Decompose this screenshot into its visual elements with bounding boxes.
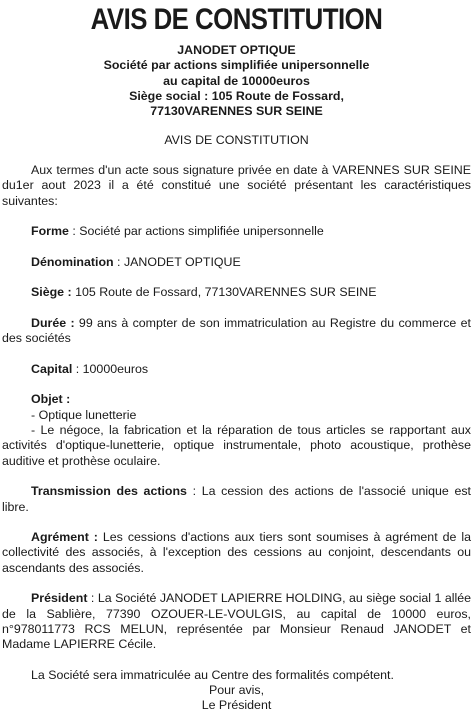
signature-line-2: Le Président (201, 698, 272, 713)
president-paragraph (2, 591, 471, 652)
denomination-paragraph (2, 255, 471, 270)
objet-item-2: - Le négoce, la fabrication et la réparation de tous articles se rapportant aux activités d'optique-lunetterie, optique instrumentale, photo acoustique, prothèse auditive et prothèse oculaire. (2, 423, 471, 468)
notice-subtitle: AVIS DE CONSTITUTION (164, 133, 309, 147)
agrement-label: Agrément : (31, 530, 98, 545)
signature-line-1: Pour avis, (208, 683, 265, 698)
president-label: Président (31, 591, 88, 606)
capital-paragraph (2, 362, 471, 377)
intro-paragraph: Aux termes d'un acte sous signature privée en date à VARENNES SUR SEINE du1er aout 2023 il a été constitué une société présentant les caractéristiques suivantes: (2, 163, 471, 208)
denomination-value: JANODET OPTIQUE (123, 254, 241, 269)
company-seat: Siège social : 105 Route de Fossard, (129, 88, 344, 103)
company-header (0, 43, 473, 119)
denomination-sep: : (113, 254, 124, 269)
transmission-value: : La cession des actions de l'associé unique est libre. (2, 484, 471, 514)
forme-sep: : (68, 224, 80, 239)
forme-label: Forme (31, 224, 69, 239)
closing-paragraph: La Société sera immatriculée au Centre des formalités compétent. (31, 667, 394, 682)
company-seat-city: 77130VARENNES SUR SEINE (150, 104, 323, 119)
duree-label: Durée : (31, 315, 75, 330)
company-capital: au capital de 10000euros (163, 73, 310, 88)
siege-label: Siège : (31, 285, 72, 300)
transmission-label: Transmission des actions (31, 484, 187, 499)
agrement-paragraph (2, 530, 471, 576)
denomination-label: Dénomination (31, 254, 114, 269)
notice-body (2, 163, 471, 714)
notice-title: AVIS DE CONSTITUTION (90, 3, 383, 36)
objet-item-1: - Optique lunetterie (31, 407, 137, 422)
agrement-value: Les cessions d'actions aux tiers sont soumises à agrément de la collectivité des associés, à l'exception des cessions au conjoint, descendants ou ascendants des associés. (2, 530, 471, 575)
capital-sep: : (72, 361, 83, 376)
capital-label: Capital (31, 361, 73, 376)
company-name: JANODET OPTIQUE (177, 43, 296, 57)
siege-value: 105 Route de Fossard, 77130VARENNES SUR SEINE (71, 285, 377, 300)
company-form: Société par actions simplifiée unipersonnelle (103, 58, 370, 73)
siege-paragraph (2, 285, 471, 300)
transmission-paragraph (2, 484, 471, 515)
duree-value: 99 ans à compter de son immatriculation au Registre du commerce et des sociétés (2, 315, 471, 346)
objet-label: Objet : (31, 392, 71, 407)
capital-value: 10000euros (82, 361, 149, 376)
forme-paragraph (2, 224, 471, 239)
duree-paragraph (2, 316, 471, 347)
president-value: : La Société JANODET LAPIERRE HOLDING, au siège social 1 allée de la Sablière, 77390 OZOUER-LE-VOULGIS, au capital de 10000 euros, n°978011773 RCS MELUN, représentée par Monsieur Renaud JANODET et Madame LAPIERRE Cécile. (2, 591, 471, 652)
objet-label-line (2, 392, 471, 407)
forme-value: Société par actions simplifiée unipersonnelle (79, 224, 324, 239)
